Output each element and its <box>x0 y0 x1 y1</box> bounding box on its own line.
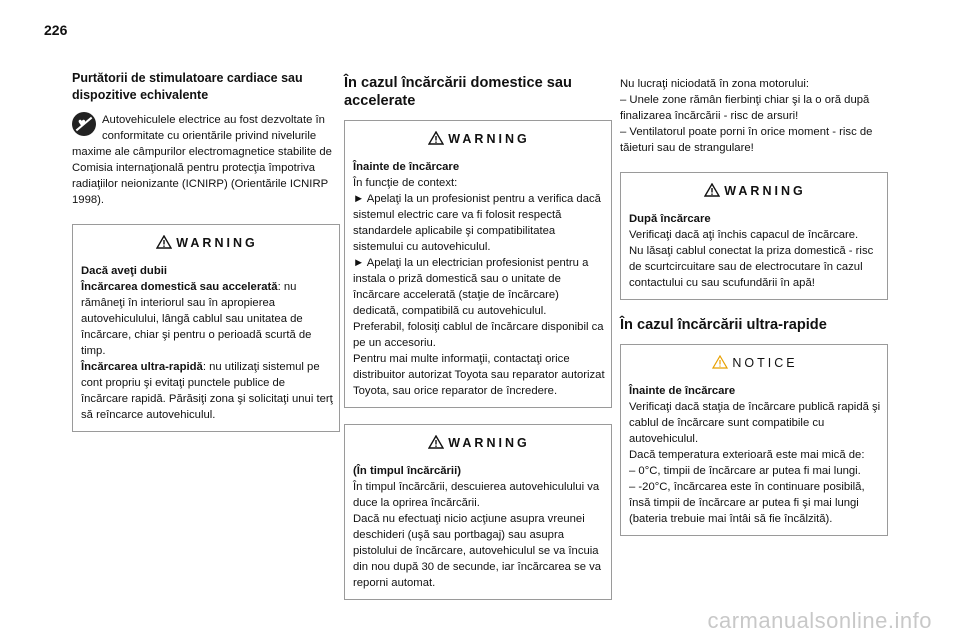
warning-line: În funcţie de context: <box>353 177 458 189</box>
section-heading-pacemaker: Purtătorii de stimulatoare cardiace sau dispozitive echivalente <box>72 71 303 102</box>
column-2 <box>344 74 612 614</box>
notice-label: NOTICE <box>732 356 798 370</box>
warning-line: ► Apelaţi la un electrician profesionist pentru a instala o priză domestică sau o unitate de încărcare accelerată (staţie de încărcare) dedicată, compatibilă cu autovehiculul. <box>353 257 589 317</box>
warning-sub2-text: : nu utilizaţi sistemul pe cont propriu şi evitaţi punctele publice de încărcare rapidă. Părăsiţi zona şi solicitaţi unui terţ să reîncarce autovehiculul. <box>81 361 333 421</box>
watermark: carmanualsonline.info <box>707 608 932 633</box>
warning-line: În timpul încărcării, descuierea autovehiculului va duce la oprirea încărcării. <box>353 481 600 509</box>
section-heading-ultra-rapid: În cazul încărcării ultra-rapide <box>620 317 827 333</box>
warning-title: (În timpul încărcării) <box>353 465 461 477</box>
warning-line: Preferabil, folosiţi cablul de încărcare disponibil ca pe un accesoriu. <box>353 321 604 349</box>
warning-label: WARNING <box>724 184 806 198</box>
notice-box-before-charging <box>620 344 888 536</box>
notice-line: Dacă temperatura exterioară este mai mică de: <box>629 449 865 461</box>
notice-line: – 0°C, timpii de încărcare ar putea fi mai lungi. <box>629 465 861 477</box>
warning-triangle-icon <box>428 435 444 449</box>
caution-line: – Unele zone rămân fierbinţi chiar şi la o oră după finalizarea încărcării - risc de arsuri! <box>620 94 870 122</box>
warning-title: Dacă aveţi dubii <box>81 265 168 277</box>
warning-label: WARNING <box>176 236 258 250</box>
warning-line: Dacă nu efectuaţi nicio acţiune asupra vreunei deschideri (uşă sau portbagaj) sau asupra pistolului de încărcare, autovehiculul se va încuia din nou după 30 de secunde, iar încărcarea se va reporni automat. <box>353 513 602 589</box>
warning-line: Verificaţi dacă aţi închis capacul de încărcare. <box>629 229 859 241</box>
warning-title: După încărcare <box>629 213 711 225</box>
warning-box-during-charging <box>344 424 612 600</box>
engine-area-caution <box>620 76 888 156</box>
warning-box-before-charging <box>344 120 612 408</box>
warning-triangle-icon <box>428 131 444 145</box>
warning-header <box>629 183 881 199</box>
warning-line: ► Apelaţi la un profesionist pentru a verifica dacă sistemul electric care va fi folosit respectă standardele aplicabile şi compatibilitatea sistemului cu autovehiculul. <box>353 193 601 253</box>
warning-line: Pentru mai multe informaţii, contactaţi orice distribuitor autorizat Toyota sau reparator autorizat Toyota, sau orice reparator de încredere. <box>353 353 605 397</box>
warning-sub2-bold: Încărcarea ultra-rapidă <box>81 361 203 373</box>
warning-box-after-charging <box>620 172 888 300</box>
caution-line: Nu lucraţi niciodată în zona motorului: <box>620 78 810 90</box>
warning-label: WARNING <box>448 436 530 450</box>
column-3 <box>620 76 888 550</box>
warning-title: Înainte de încărcare <box>353 161 460 173</box>
caution-line: – Ventilatorul poate porni în orice moment - risc de tăieturi sau de strangulare! <box>620 126 873 154</box>
warning-triangle-icon <box>704 183 720 197</box>
warning-header <box>353 131 605 147</box>
warning-sub1-text: : nu rămâneţi în interiorul sau în apropierea autovehiculului, lângă cablul sau unitatea de încărcare, chiar şi pentru o perioadă scurtă de timp. <box>81 281 312 357</box>
warning-label: WARNING <box>448 132 530 146</box>
notice-title: Înainte de încărcare <box>629 385 736 397</box>
section-heading-domestic: În cazul încărcării domestice sau accelerate <box>344 75 572 109</box>
notice-triangle-icon <box>712 355 728 369</box>
pacemaker-intro-text: Autovehiculele electrice au fost dezvoltate în conformitate cu orientările privind nivelurile maxime ale câmpurilor electromagnetice stabilite de Comisia internaţională pentru protecţia împotriva radiaţiilor neionizante (ICNIRP) (Orientările ICNIRP 1998). <box>72 114 332 206</box>
warning-line: Nu lăsaţi cablul conectat la priza domestică - risc de scurtcircuitare sau de electrocutare în cazul contactului cu sau scufundării în apă! <box>629 245 874 289</box>
warning-sub1-bold: Încărcarea domestică sau accelerată <box>81 281 278 293</box>
notice-line: Verificaţi dacă staţia de încărcare publică rapidă şi cablul de încărcare sunt compatibile cu autovehiculul. <box>629 401 881 445</box>
notice-line: – -20°C, încărcarea este în continuare posibilă, însă timpii de încărcare ar putea fi şi mai lungi (bateria trebuie mai întâi să fie încălzită). <box>629 481 865 525</box>
warning-header <box>81 235 333 251</box>
warning-header <box>353 435 605 451</box>
notice-header <box>629 355 881 371</box>
column-1 <box>72 70 340 446</box>
warning-sub1 <box>81 279 333 359</box>
warning-triangle-icon <box>156 235 172 249</box>
page-number: 226 <box>44 22 68 38</box>
warning-sub2 <box>81 359 333 423</box>
warning-box-doubts <box>72 224 340 432</box>
pacemaker-intro <box>72 112 340 208</box>
pacemaker-prohibition-icon <box>72 112 96 136</box>
